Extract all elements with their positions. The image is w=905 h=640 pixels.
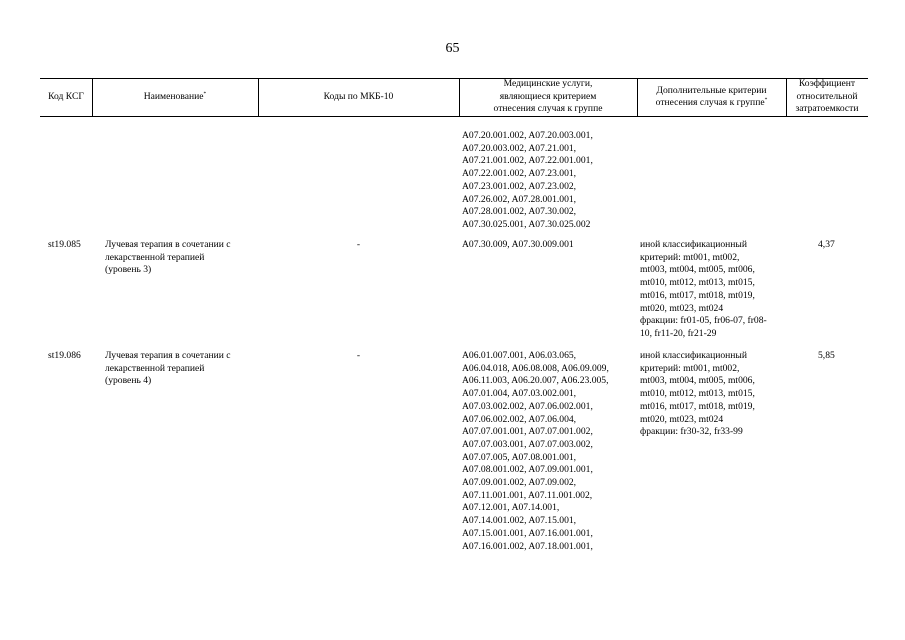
header-code xyxy=(40,78,92,116)
service-code-line: A07.26.002, A07.28.001.001, xyxy=(462,193,577,205)
criteria-line: фракции: fr30-32, fr33-99 xyxy=(640,426,743,438)
row-name xyxy=(105,350,231,388)
header-name-text: Наименование xyxy=(143,90,204,102)
header-services-line: отнесения случая к группе xyxy=(493,103,603,115)
service-code-line: A07.09.001.002, A07.09.002, xyxy=(462,477,577,489)
service-code-line: A06.01.007.001, A06.03.065, xyxy=(462,350,577,361)
criteria-line: mt020, mt023, mt024 xyxy=(640,302,724,314)
row-name-line: Лучевая терапия в сочетании с xyxy=(105,350,231,361)
header-criteria-line: Дополнительные критерии xyxy=(656,84,767,96)
criteria-line: фракции: fr01-05, fr06-07, fr08- xyxy=(640,315,767,327)
row-name-line: (уровень 3) xyxy=(105,264,152,276)
criteria-line: mt010, mt012, mt013, mt015, xyxy=(640,277,755,289)
row-criteria xyxy=(640,239,767,341)
service-code-line: A07.11.001.001, A07.11.001.002, xyxy=(462,489,593,501)
service-code-line: A07.15.001.001, A07.16.001.001, xyxy=(462,527,593,539)
header-services-line: являющиеся критерием xyxy=(499,90,597,102)
table-header-bottom-rule xyxy=(40,116,868,117)
service-code-line: A06.11.003, A06.20.007, A06.23.005, xyxy=(462,375,609,387)
service-code-line: A07.07.003.001, A07.07.003.002, xyxy=(462,438,593,450)
header-name-footnote-mark: * xyxy=(203,90,207,97)
service-code-line: A07.07.001.001, A07.07.001.002, xyxy=(462,426,593,438)
row-code: st19.085 xyxy=(48,239,81,250)
service-code-line: A07.20.001.002, A07.20.003.001, xyxy=(462,130,593,141)
service-code-line: A07.30.025.001, A07.30.025.002 xyxy=(462,218,591,230)
row-name-line: Лучевая терапия в сочетании с xyxy=(105,239,231,250)
row-mkb: - xyxy=(356,350,361,361)
service-code-line: A07.20.003.002, A07.21.001, xyxy=(462,142,577,154)
service-code-line: A07.14.001.002, A07.15.001, xyxy=(462,515,577,527)
header-services-line: Медицинские услуги, xyxy=(503,78,593,90)
header-mkb-text: Коды по МКБ-10 xyxy=(323,90,394,102)
criteria-line: критерий: mt001, mt002, xyxy=(640,251,740,263)
service-code-line: A07.01.004, A07.03.002.001, xyxy=(462,388,577,400)
row-criteria xyxy=(640,350,755,439)
header-coef-line: затратоемкости xyxy=(795,103,859,115)
header-coef-line: относительной xyxy=(796,90,858,102)
header-name xyxy=(92,78,258,116)
header-mkb xyxy=(258,78,459,116)
header-criteria-line: отнесения случая к группе xyxy=(655,97,765,108)
row-services xyxy=(462,350,609,553)
row-mkb: - xyxy=(356,239,361,250)
row-name-line: лекарственной терапией xyxy=(105,362,205,374)
row-coefficient: 4,37 xyxy=(818,239,835,250)
criteria-line: mt016, mt017, mt018, mt019, xyxy=(640,289,755,301)
row-name-line: (уровень 4) xyxy=(105,375,152,387)
criteria-line: 10, fr11-20, fr21-29 xyxy=(640,327,717,339)
header-services xyxy=(459,78,637,116)
criteria-line: mt003, mt004, mt005, mt006, xyxy=(640,375,755,387)
continuation-services xyxy=(462,130,593,232)
service-code-line: A07.23.001.002, A07.23.002, xyxy=(462,180,577,192)
row-services xyxy=(462,239,574,252)
service-code-line: A07.07.005, A07.08.001.001, xyxy=(462,451,577,463)
row-name xyxy=(105,239,231,277)
service-code-line: A07.16.001.002, A07.18.001.001, xyxy=(462,540,593,552)
header-criteria xyxy=(637,78,786,116)
criteria-line: mt003, mt004, mt005, mt006, xyxy=(640,264,755,276)
service-code-line: A07.28.001.002, A07.30.002, xyxy=(462,206,577,218)
header-coefficient xyxy=(786,78,868,116)
criteria-line: mt020, mt023, mt024 xyxy=(640,413,724,425)
criteria-line: иной классификационный xyxy=(640,350,747,361)
criteria-line: иной классификационный xyxy=(640,239,747,250)
header-criteria-footnote-mark: * xyxy=(764,96,768,103)
service-code-line: A07.22.001.002, A07.23.001, xyxy=(462,168,577,180)
row-name-line: лекарственной терапией xyxy=(105,251,205,263)
service-code-line: A07.21.001.002, A07.22.001.001, xyxy=(462,155,593,167)
service-code-line: A07.30.009, A07.30.009.001 xyxy=(462,239,574,250)
criteria-line: критерий: mt001, mt002, xyxy=(640,362,740,374)
header-code-text: Код КСГ xyxy=(48,90,84,102)
service-code-line: A07.12.001, A07.14.001, xyxy=(462,502,560,514)
service-code-line: A07.06.002.002, A07.06.004, xyxy=(462,413,577,425)
service-code-line: A07.03.002.002, A07.06.002.001, xyxy=(462,400,593,412)
criteria-line: mt016, mt017, mt018, mt019, xyxy=(640,400,755,412)
page-number: 65 xyxy=(445,41,460,56)
service-code-line: A07.08.001.002, A07.09.001.001, xyxy=(462,464,593,476)
criteria-line: mt010, mt012, mt013, mt015, xyxy=(640,388,755,400)
row-code: st19.086 xyxy=(48,350,81,361)
header-coef-line: Коэффициент xyxy=(798,78,856,90)
service-code-line: A06.04.018, A06.08.008, A06.09.009, xyxy=(462,362,609,374)
row-coefficient: 5,85 xyxy=(818,350,835,361)
